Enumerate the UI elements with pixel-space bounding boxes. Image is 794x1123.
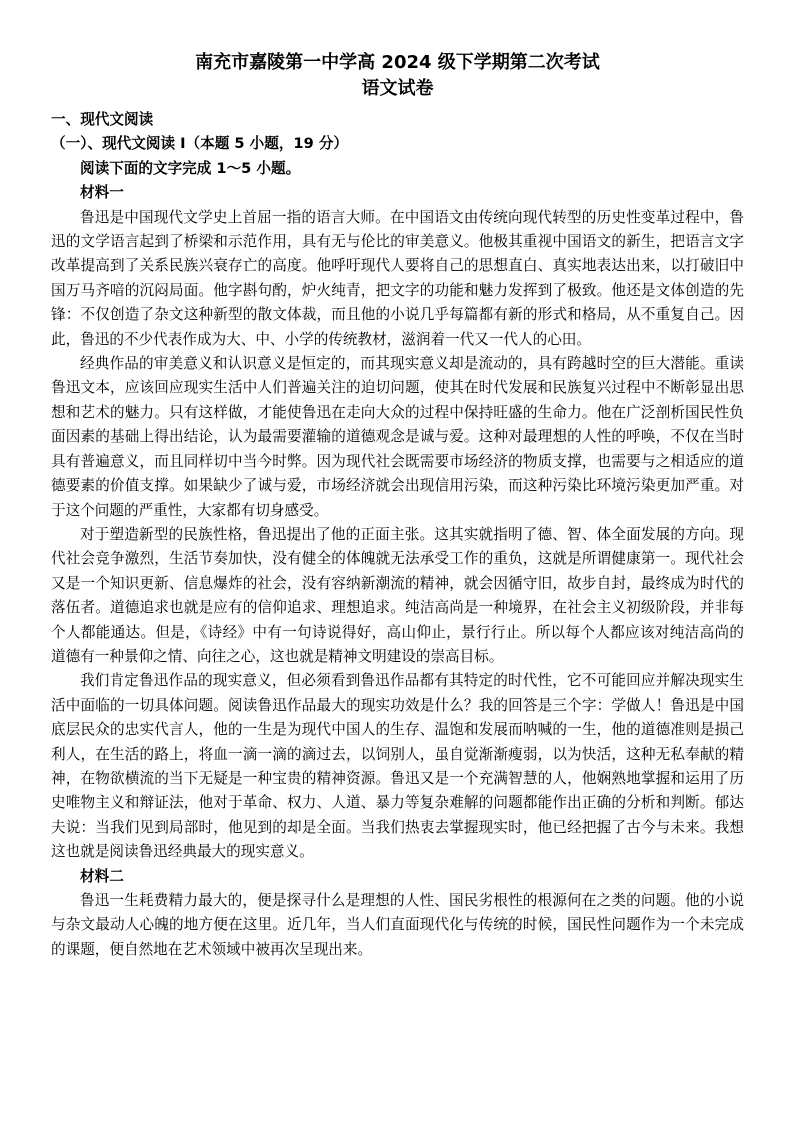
section-heading: 一、现代文阅读 (51, 111, 154, 128)
part-heading: （一）、现代文阅读 I（本题 5 小题，19 分） (51, 135, 349, 153)
exam-subtitle: 语文试卷 (361, 78, 434, 99)
material-one-paragraph-3: 对于塑造新型的民族性格，鲁迅提出了他的正面主张。这其实就指明了德、智、体全面发展的方向。现代社会竞争激烈，生活节奏加快，没有健全的体魄就无法承受工作的重负，这就是所谓健康第一。现代社会又是一个知识更新、信息爆炸的社会，没有容纳新潮流的精神，就会因循守旧，故步自封，最终成为时代的落伍者。道德追求也就是应有的信仰追求、理想追求。纯洁高尚是一种境界，在社会主义初级阶段，并非每个人都能通达。但是，《诗经》中有一句诗说得好，高山仰止，景行行止。所以每个人都应该对纯洁高尚的道德有一种景仰之情、向往之心，这也就是精神文明建设的崇高目标。 (51, 525, 744, 665)
material-two-label: 材料二 (80, 867, 124, 885)
exam-title: 南充市嘉陵第一中学高 2024 级下学期第二次考试 (195, 52, 600, 73)
material-one-paragraph-4: 我们肯定鲁迅作品的现实意义，但必须看到鲁迅作品都有其特定的时代性，它不可能回应并解决现实生活中面临的一切具体问题。阅读鲁迅作品最大的现实功效是什么？我的回答是三个字：学做人！鲁迅是中国底层民众的忠实代言人，他的一生是为现代中国人的生存、温饱和发展而呐喊的一生，他的道德准则是损己利人，在生活的路上，将血一滴一滴的滴过去，以饲别人，虽自觉渐渐瘦弱，以为快活，这种无私奉献的精神，在物欲横流的当下无疑是一种宝贵的精神资源。鲁迅又是一个充满智慧的人，他娴熟地掌握和运用了历史唯物主义和辩证法，他对于革命、权力、人道、暴力等复杂难解的问题都能作出正确的分析和判断。郁达夫说：当我们见到局部时，他见到的却是全面。当我们热衷去掌握现实时，他已经把握了古今与未来。我想这也就是阅读鲁迅经典最大的现实意义。 (51, 672, 744, 861)
material-two-paragraph-1: 鲁迅一生耗费精力最大的，便是探寻什么是理想的人性、国民劣根性的根源何在之类的问题。他的小说与杂文最动人心魄的地方便在这里。近几年，当人们直面现代化与传统的时候，国民性问题作为一个未完成的课题，便自然地在艺术领域中被再次呈现出来。 (51, 892, 744, 958)
material-one-paragraph-1: 鲁迅是中国现代文学史上首屈一指的语言大师。在中国语文由传统向现代转型的历史性变革过程中，鲁迅的文学语言起到了桥梁和示范作用，具有无与伦比的审美意义。他极其重视中国语文的新生，把语言文字改革提高到了关系民族兴衰存亡的高度。他呼吁现代人要将自己的思想直白、真实地表达出来，以打破旧中国万马齐喑的沉闷局面。他字斟句酌，炉火纯青，把文字的功能和魅力发挥到了极致。他还是文体创造的先锋：不仅创造了杂文这种新型的散文体裁，而且他的小说几乎每篇都有新的形式和格局，从不重复自己。因此，鲁迅的不少代表作成为大、中、小学的传统教材，滋润着一代又一代人的心田。 (51, 208, 744, 348)
reading-instruction: 阅读下面的文字完成 1～5 小题。 (80, 159, 301, 177)
material-one-label: 材料一 (80, 184, 124, 202)
material-one-paragraph-2: 经典作品的审美意义和认识意义是恒定的，而其现实意义却是流动的，具有跨越时空的巨大潜能。重读鲁迅文本，应该回应现实生活中人们普遍关注的迫切问题，使其在时代发展和民族复兴过程中不断彰显出思想和艺术的魅力。只有这样做，才能使鲁迅在走向大众的过程中保持旺盛的生命力。他在广泛剖析国民性负面因素的基础上得出结论，认为最需要灌输的道德观念是诚与爱。这种对最理想的人性的呼唤，不仅在当时具有普遍意义，而且同样切中当今时弊。因为现代社会既需要市场经济的物质支撑，也需要与之相适应的道德要素的价值支撑。如果缺少了诚与爱，市场经济就会出现信用污染，而这种污染比环境污染更加严重。对于这个问题的严重性，大家都有切身感受。 (51, 355, 744, 519)
